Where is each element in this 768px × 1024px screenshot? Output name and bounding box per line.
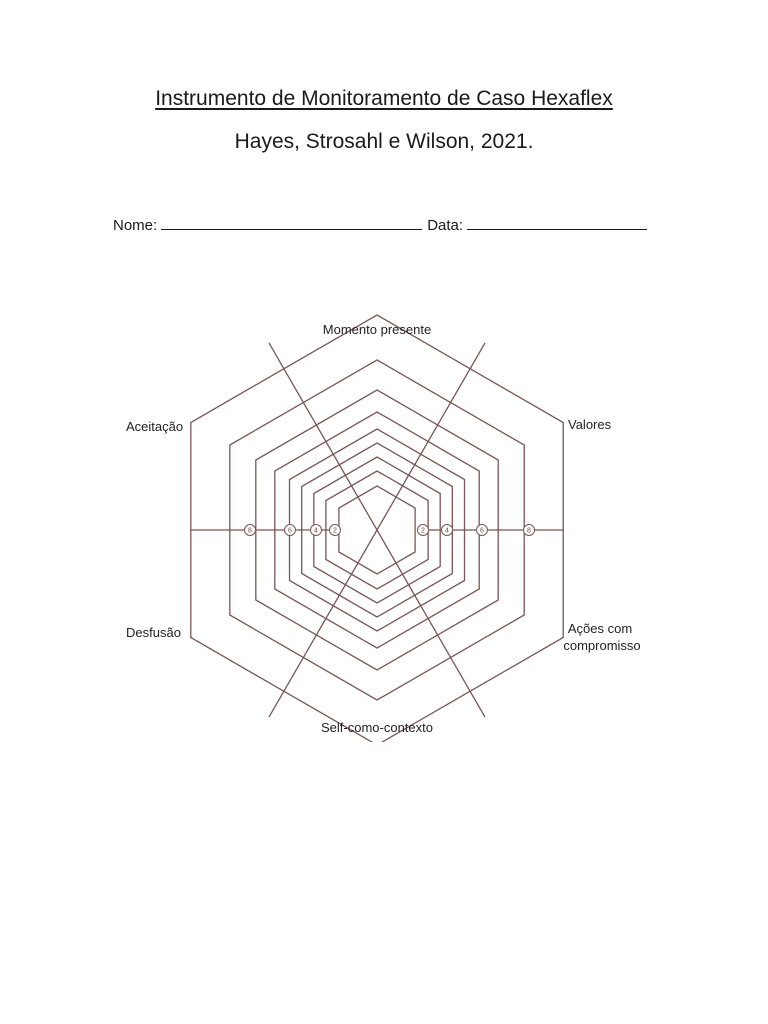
name-label: Nome: (113, 217, 158, 234)
label-aceitacao: Aceitação (126, 419, 184, 434)
label-acoes-com-compromisso-line1: Ações com (567, 621, 633, 636)
svg-text:8: 8 (527, 527, 531, 535)
name-blank-line[interactable] (161, 215, 422, 230)
svg-text:6: 6 (480, 527, 484, 535)
scale-marker-right-2 (418, 525, 429, 536)
label-momento-presente: Momento presente (322, 322, 432, 337)
date-blank-line[interactable] (467, 215, 647, 230)
scale-marker-left-6 (285, 525, 296, 536)
svg-text:2: 2 (333, 527, 337, 535)
scale-marker-left-4 (311, 525, 322, 536)
scale-marker-left-8 (245, 525, 256, 536)
label-acoes-com-compromisso-line2: compromisso (563, 638, 641, 653)
svg-text:2: 2 (421, 527, 425, 535)
svg-text:4: 4 (445, 527, 449, 535)
scale-marker-right-6 (477, 525, 488, 536)
scale-marker-right-8 (524, 525, 535, 536)
hexaflex-diagram (112, 314, 658, 742)
label-valores: Valores (568, 417, 612, 432)
form-fields (113, 215, 647, 236)
scale-marker-left-2 (330, 525, 341, 536)
document-subtitle: Hayes, Strosahl e Wilson, 2021. (234, 130, 534, 153)
label-desfusao: Desfusão (126, 625, 181, 640)
document-title: Instrumento de Monitoramento de Caso Hexaflex (155, 87, 613, 110)
date-label: Data: (427, 217, 464, 234)
svg-text:4: 4 (314, 527, 318, 535)
svg-text:6: 6 (288, 527, 292, 535)
svg-text:8: 8 (248, 527, 252, 535)
label-self-como-contexto: Self-como-contexto (321, 720, 433, 735)
scale-marker-right-4 (442, 525, 453, 536)
